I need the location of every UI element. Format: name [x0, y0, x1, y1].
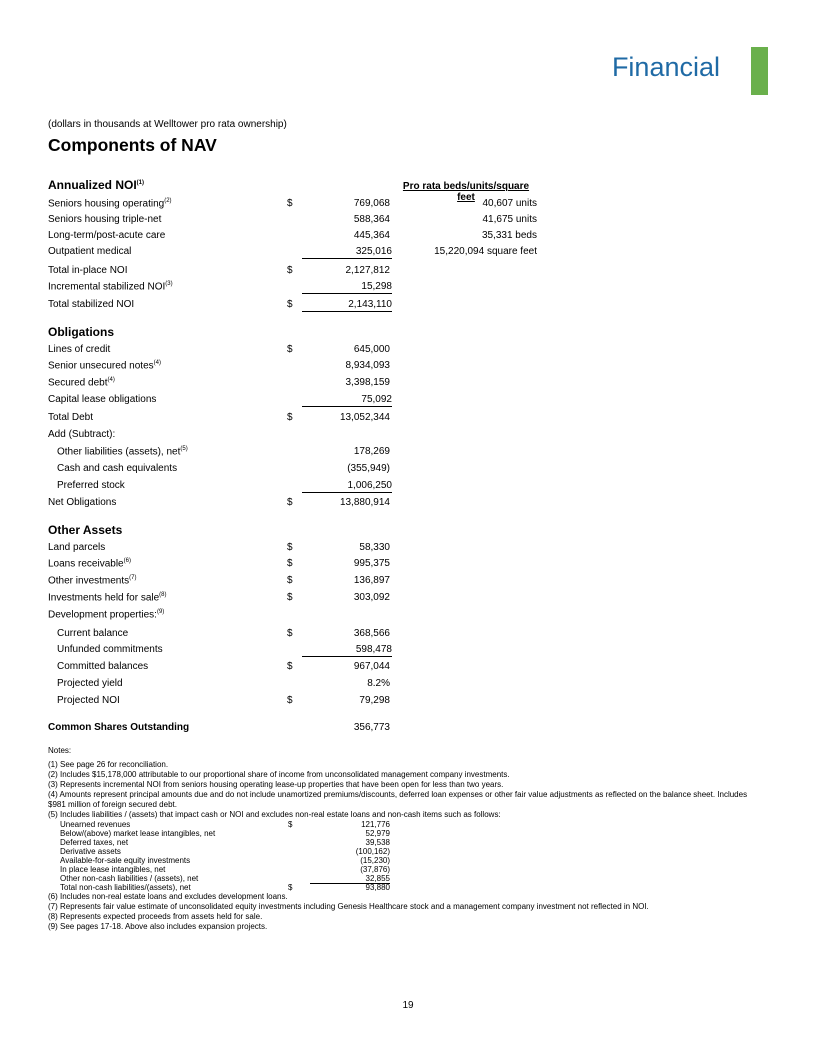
- footnote: (8) Represents expected proceeds from assets held for sale.: [48, 912, 263, 921]
- accent-bar: [751, 47, 768, 95]
- table-row: Other liabilities (assets), net$^{(5)}$ 178,269: [57, 446, 390, 458]
- footnote: (5) Includes liabilities / (assets) that impact cash or NOI and excludes non-real estate loans and non-cash items such as follows:: [48, 810, 501, 819]
- table-row: Loans receivable$^{(6)}$ $ 995,375: [48, 558, 390, 570]
- subtable-row: Below/(above) market lease intangibles, net 52,979: [60, 829, 390, 838]
- shares-row: Common Shares Outstanding 356,773: [48, 722, 390, 733]
- units-note: (dollars in thousands at Welltower pro rata ownership): [48, 119, 287, 130]
- table-row: Total stabilized NOI $ 2,143,110: [48, 299, 392, 310]
- table-row: Unfunded commitments 598,478: [57, 644, 392, 655]
- table-row: Add (Subtract):: [48, 429, 116, 440]
- subtable-row: In place lease intangibles, net (37,876): [60, 865, 390, 874]
- other-assets-section-title: Other Assets: [48, 523, 123, 537]
- table-row: Senior unsecured notes$^{(4)}$ 8,934,093: [48, 360, 390, 372]
- table-row: Lines of credit $ 645,000: [48, 344, 390, 355]
- footnote: (9) See pages 17-18. Above also includes expansion projects.: [48, 922, 268, 931]
- table-row: Total Debt $ 13,052,344: [48, 412, 390, 423]
- table-row: Incremental stabilized NOI$^{(3)}$ 15,298: [48, 281, 392, 293]
- footnotes: [48, 746, 758, 932]
- notes-heading: Notes:: [48, 746, 72, 755]
- subtable-row: Available-for-sale equity investments (15,230): [60, 856, 390, 865]
- pro-rata-header: Pro rata beds/units/square feet: [402, 181, 530, 203]
- footnote: (7) Represents fair value estimate of unconsolidated equity investments including Genesis Healthcare stock and a management company investment not reflected in NOI.: [48, 902, 649, 911]
- subtable-row: Total non-cash liabilities/(assets), net $ 93,880: [60, 883, 390, 892]
- table-row: Long-term/post-acute care 445,364 35,331 beds: [48, 230, 537, 241]
- table-row: Land parcels $ 58,330: [48, 542, 390, 553]
- footnote: (4) Amounts represent principal amounts due and do not include unamortized premiums/discounts, deferred loan expenses or other fair value adjustments as reflected on the balance sheet. Includes $981 million of foreign secured debt.: [48, 790, 748, 809]
- table-row: Total in-place NOI $ 2,127,812: [48, 265, 390, 276]
- table-row: Other investments$^{(7)}$ $ 136,897: [48, 575, 390, 587]
- table-row: Projected yield 8.2%: [57, 678, 390, 689]
- table-row: Seniors housing triple-net 588,364 41,675 units: [48, 214, 537, 225]
- footnote: (6) Includes non-real estate loans and excludes development loans.: [48, 892, 288, 901]
- table-row: Committed balances $ 967,044: [57, 661, 390, 672]
- page-title: Components of NAV: [48, 135, 217, 155]
- subtable-row: Deferred taxes, net 39,538: [60, 838, 390, 847]
- subtable-row: Unearned revenues $ 121,776: [60, 820, 390, 829]
- subtable-row: Other non-cash liabilities / (assets), net 32,855: [60, 874, 390, 883]
- footnote-subtable: [60, 820, 758, 892]
- table-row: Current balance $ 368,566: [57, 628, 390, 639]
- table-row: Net Obligations $ 13,880,914: [48, 497, 390, 508]
- section-title: Financial: [611, 52, 720, 82]
- footnote: (3) Represents incremental NOI from seniors housing operating lease-up properties that have been open for less than two years.: [48, 780, 504, 789]
- noi-section-title: Annualized NOI$^{(1)}$: [48, 178, 145, 192]
- table-row: Seniors housing operating$^{(2)}$ $ 769,068 40,607 units: [48, 198, 537, 210]
- table-row: Secured debt$^{(4)}$ 3,398,159: [48, 377, 390, 389]
- footnote: (1) See page 26 for reconciliation.: [48, 760, 169, 769]
- table-row: Development properties:$^{(9)}$: [48, 609, 165, 621]
- page-number: 19: [402, 1000, 414, 1011]
- table-row: Projected NOI $ 79,298: [57, 695, 390, 706]
- subtable-row: Derivative assets (100,162): [60, 847, 390, 856]
- table-row: Capital lease obligations 75,092: [48, 394, 392, 405]
- obligations-section-title: Obligations: [48, 325, 114, 339]
- footnote: (2) Includes $15,178,000 attributable to our proportional share of income from unconsolidated management company investments.: [48, 770, 510, 779]
- table-row: Outpatient medical 325,016 15,220,094 square feet: [48, 246, 537, 257]
- table-row: Preferred stock 1,006,250: [57, 480, 392, 491]
- table-row: Investments held for sale$^{(8)}$ $ 303,092: [48, 592, 390, 604]
- table-row: Cash and cash equivalents (355,949): [57, 463, 390, 474]
